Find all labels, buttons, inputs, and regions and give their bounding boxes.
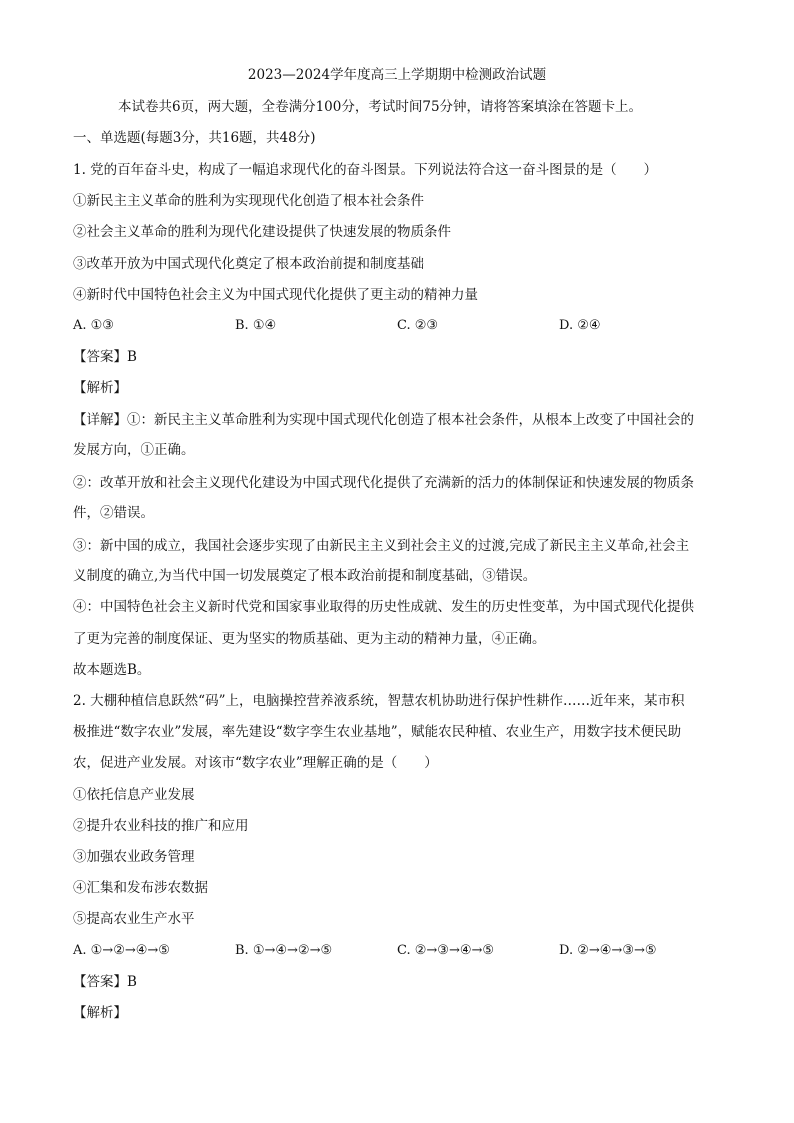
- question-2-item: ①依托信息产业发展: [73, 787, 195, 803]
- section-heading: 一、单选题(每题3分，共16题，共48分): [73, 130, 316, 146]
- question-2-item: ②提升农业科技的推广和应用: [73, 818, 249, 834]
- question-2-stem: 农，促进产业发展。对该市“数字农业”理解正确的是（ ）: [73, 755, 438, 771]
- question-1-analysis-heading: 【解析】: [73, 380, 127, 396]
- detail-line: 件，②错误。: [73, 505, 154, 521]
- option-d: D. ②④: [559, 318, 601, 333]
- question-2-options: [73, 942, 723, 960]
- question-1-item: ④新时代中国特色社会主义为中国式现代化提供了更主动的精神力量: [73, 287, 478, 303]
- option-d: D. ②→④→③→⑤: [559, 943, 657, 958]
- exam-intro: 本试卷共6页，两大题，全卷满分100分，考试时间75分钟，请将答案填涂在答题卡上。: [118, 99, 643, 115]
- question-1-options: [73, 317, 723, 335]
- question-2-item: ③加强农业政务管理: [73, 849, 195, 865]
- detail-line: ③：新中国的成立，我国社会逐步实现了由新民主主义到社会主义的过渡,完成了新民主主义革命,社会主: [73, 538, 690, 554]
- detail-line: 【详解】①：新民主主义革命胜利为实现中国式现代化创造了根本社会条件，从根本上改变了中国社会的: [73, 412, 694, 428]
- option-a: A. ①→②→④→⑤: [73, 943, 170, 958]
- question-1-item: ②社会主义革命的胜利为现代化建设提供了快速发展的物质条件: [73, 224, 451, 240]
- question-2-item: ⑤提高农业生产水平: [73, 911, 195, 927]
- option-c: C. ②③: [397, 318, 439, 333]
- option-b: B. ①→④→②→⑤: [235, 943, 333, 958]
- detail-line: ②：改革开放和社会主义现代化建设为中国式现代化提供了充满新的活力的体制保证和快速发展的物质条: [73, 475, 694, 491]
- option-b: B. ①④: [235, 318, 277, 333]
- detail-line: 义制度的确立,为当代中国一切发展奠定了根本政治前提和制度基础，③错误。: [73, 568, 537, 584]
- question-1-item: ①新民主主义革命的胜利为实现现代化创造了根本社会条件: [73, 193, 424, 209]
- detail-line: 了更为完善的制度保证、更为坚实的物质基础、更为主动的精神力量，④正确。: [73, 631, 546, 647]
- question-1-item: ③改革开放为中国式现代化奠定了根本政治前提和制度基础: [73, 256, 424, 272]
- question-2-item: ④汇集和发布涉农数据: [73, 880, 208, 896]
- detail-line: 发展方向，①正确。: [73, 442, 195, 458]
- question-1-stem: 1. 党的百年奋斗史，构成了一幅追求现代化的奋斗图景。下列说法符合这一奋斗图景的是（ ）: [73, 162, 658, 178]
- detail-line: ④：中国特色社会主义新时代党和国家事业取得的历史性成就、发生的历史性变革，为中国式现代化提供: [73, 599, 694, 615]
- question-1-answer: 【答案】B: [73, 349, 137, 365]
- option-a: A. ①③: [73, 318, 114, 333]
- question-2-analysis-heading: 【解析】: [73, 1005, 127, 1021]
- option-c: C. ②→③→④→⑤: [397, 943, 495, 958]
- exam-title: 2023—2024学年度高三上学期期中检测政治试题: [247, 67, 547, 83]
- question-2-stem: 极推进“数字农业”发展，率先建设“数字孪生农业基地”，赋能农民种植、农业生产，用数字技术便民助: [73, 724, 682, 740]
- detail-conclusion: 故本题选B。: [73, 662, 151, 678]
- question-2-stem: 2. 大棚种植信息跃然“码”上，电脑操控营养液系统，智慧农机协助进行保护性耕作……近年来，某市积: [73, 693, 685, 709]
- question-2-answer: 【答案】B: [73, 974, 137, 990]
